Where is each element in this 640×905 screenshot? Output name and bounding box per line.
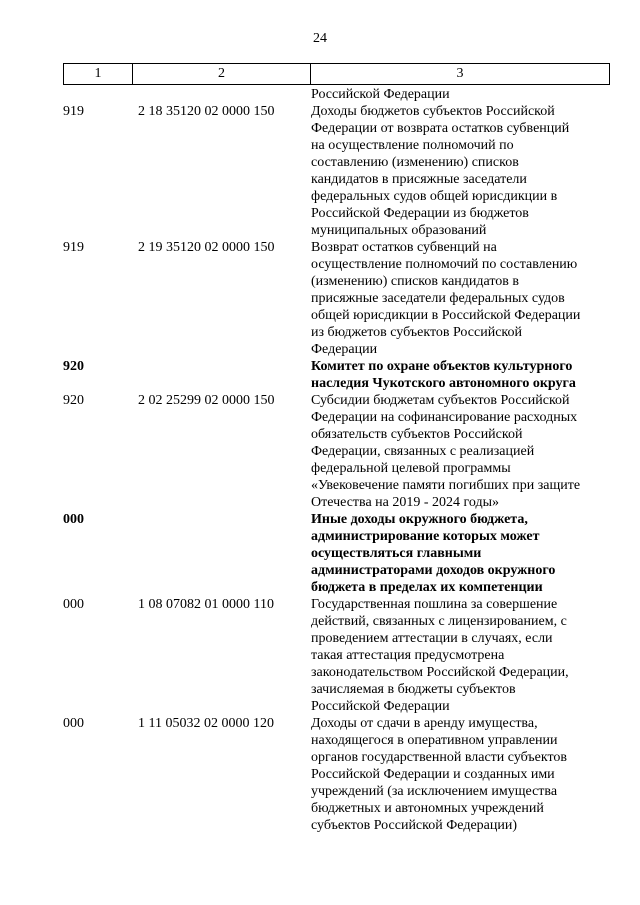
table-row — [63, 596, 610, 715]
page-number: 24 — [313, 31, 327, 46]
header-col-1: 1 — [64, 64, 133, 84]
income-name-line: Федерации — [311, 342, 378, 357]
income-name-line: такая аттестация предусмотрена — [311, 648, 505, 663]
income-name-line: субъектов Российской Федерации) — [311, 818, 518, 833]
income-name-line: администраторами доходов окружного — [311, 563, 556, 578]
income-name-line: федеральных судов общей юрисдикции в — [311, 189, 558, 204]
income-name-line: Федерации на софинансирование расходных — [311, 410, 578, 425]
income-name — [311, 86, 607, 103]
table-row — [63, 239, 610, 358]
income-name-line: наследия Чукотского автономного округа — [311, 376, 576, 391]
income-name-line: федеральной целевой программы — [311, 461, 511, 476]
admin-code: 000 — [63, 512, 84, 527]
income-name — [311, 358, 607, 392]
table-row — [63, 511, 610, 596]
income-name-line: осуществление полномочий по составлению — [311, 257, 578, 272]
income-name — [311, 103, 607, 239]
income-name-line: Государственная пошлина за совершение — [311, 597, 558, 612]
income-name-line: муниципальных образований — [311, 223, 487, 238]
income-name-line: Доходы бюджетов субъектов Российской — [311, 104, 555, 119]
table-row — [63, 392, 610, 511]
income-name-line: проведением аттестации в случаях, если — [311, 631, 553, 646]
income-name-line: действий, связанных с лицензированием, с — [311, 614, 567, 629]
budget-classification-code: 2 02 25299 02 0000 150 — [138, 393, 275, 408]
table-row — [63, 103, 610, 239]
income-name — [311, 239, 607, 358]
table-row — [63, 86, 610, 103]
table-row — [63, 715, 610, 834]
income-name-line: Субсидии бюджетам субъектов Российской — [311, 393, 570, 408]
income-name-line: «Увековечение памяти погибших при защите — [311, 478, 581, 493]
income-name-line: из бюджетов субъектов Российской — [311, 325, 522, 340]
income-name-line: составлению (изменению) списков — [311, 155, 519, 170]
income-name-line: осуществляться главными — [311, 546, 482, 561]
income-name-line: органов государственной власти субъектов — [311, 750, 568, 765]
income-name-line: Российской Федерации — [311, 87, 450, 102]
income-name-line: Возврат остатков субвенций на — [311, 240, 497, 255]
income-name-line: находящегося в оперативном управлении — [311, 733, 558, 748]
admin-code: 920 — [63, 359, 84, 374]
budget-classification-code: 1 11 05032 02 0000 120 — [138, 716, 274, 731]
income-name-line: общей юрисдикции в Российской Федерации — [311, 308, 581, 323]
budget-classification-code: 2 18 35120 02 0000 150 — [138, 104, 275, 119]
income-name-line: (изменению) списков кандидатов в — [311, 274, 520, 289]
income-name-line: Российской Федерации — [311, 699, 450, 714]
income-name-line: учреждений (за исключением имущества — [311, 784, 558, 799]
income-name-line: бюджета в пределах их компетенции — [311, 580, 543, 595]
income-name-line: Комитет по охране объектов культурного — [311, 359, 573, 374]
income-name — [311, 596, 607, 715]
income-name — [311, 715, 607, 834]
income-name-line: Российской Федерации и созданных ими — [311, 767, 555, 782]
table-header — [63, 63, 610, 85]
table-row — [63, 358, 610, 392]
header-col-2: 2 — [133, 64, 311, 84]
budget-classification-code — [138, 511, 311, 596]
admin-code: 000 — [63, 716, 84, 731]
income-name-line: зачисляемая в бюджеты субъектов — [311, 682, 516, 697]
income-name-line: присяжные заседатели федеральных судов — [311, 291, 565, 306]
admin-code: 000 — [63, 597, 84, 612]
header-col-3: 3 — [456, 66, 464, 81]
budget-classification-code: 2 19 35120 02 0000 150 — [138, 240, 275, 255]
income-name-line: обязательств субъектов Российской — [311, 427, 523, 442]
admin-code — [63, 86, 138, 103]
income-name-line: Отечества на 2019 - 2024 годы» — [311, 495, 500, 510]
income-name-line: на осуществление полномочий по — [311, 138, 514, 153]
income-name-line: Иные доходы окружного бюджета, — [311, 512, 528, 527]
income-name-line: администрирование которых может — [311, 529, 540, 544]
admin-code: 920 — [63, 393, 84, 408]
income-name-line: бюджетных и автономных учреждений — [311, 801, 544, 816]
income-name-line: Российской Федерации из бюджетов — [311, 206, 529, 221]
budget-classification-code: 1 08 07082 01 0000 110 — [138, 597, 274, 612]
budget-classification-code — [138, 358, 311, 392]
admin-code: 919 — [63, 104, 84, 119]
budget-classification-code — [138, 86, 311, 103]
income-name — [311, 392, 607, 511]
income-name-line: Федерации, связанных с реализацией — [311, 444, 535, 459]
income-name — [311, 511, 607, 596]
admin-code: 919 — [63, 240, 84, 255]
income-name-line: кандидатов в присяжные заседатели — [311, 172, 527, 187]
table-body — [63, 86, 610, 834]
income-name-line: законодательством Российской Федерации, — [311, 665, 569, 680]
income-name-line: Доходы от сдачи в аренду имущества, — [311, 716, 538, 731]
income-name-line: Федерации от возврата остатков субвенций — [311, 121, 570, 136]
